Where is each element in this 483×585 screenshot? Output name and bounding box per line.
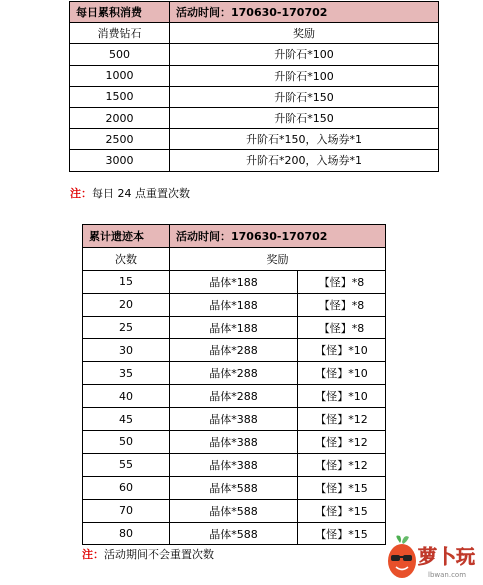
table-row — [83, 522, 386, 545]
item-reward-cell: 【怪】*12 — [298, 408, 386, 431]
reward-cell: 升阶石*100 — [170, 65, 439, 86]
item-reward-cell: 【怪】*10 — [298, 362, 386, 385]
crystal-reward-cell: 晶体*288 — [170, 385, 298, 408]
reward-cell: 升阶石*200，入场券*1 — [170, 150, 439, 171]
reward-cell: 升阶石*150，入场券*1 — [170, 129, 439, 150]
reward-cell: 升阶石*100 — [170, 44, 439, 65]
crystal-reward-cell: 晶体*188 — [170, 270, 298, 293]
table-row — [70, 129, 439, 150]
count-cell: 25 — [83, 316, 170, 339]
column-header-row — [70, 23, 439, 44]
table-row — [83, 385, 386, 408]
column-header-amount: 消费钻石 — [70, 23, 170, 44]
cumulative-ruins-table — [82, 224, 386, 545]
item-reward-cell: 【怪】*10 — [298, 339, 386, 362]
table-title: 每日累积消费 — [70, 2, 170, 23]
column-header-count: 次数 — [83, 247, 170, 270]
site-watermark-logo — [384, 534, 482, 584]
table-row — [83, 453, 386, 476]
brand-logo-text: 萝卜玩 — [418, 546, 476, 568]
spend-amount-cell: 3000 — [70, 150, 170, 171]
radish-mascot-icon — [384, 534, 482, 584]
spend-amount-cell: 500 — [70, 44, 170, 65]
table-title-row — [70, 2, 439, 23]
item-reward-cell: 【怪】*12 — [298, 453, 386, 476]
activity-period: 活动时间：170630-170702 — [170, 225, 386, 248]
count-cell: 55 — [83, 453, 170, 476]
table-row — [70, 86, 439, 107]
table-row — [83, 408, 386, 431]
note-text: 活动期间不会重置次数 — [104, 548, 214, 561]
table-row — [70, 44, 439, 65]
table-title: 累计遗迹本 — [83, 225, 170, 248]
item-reward-cell: 【怪】*15 — [298, 476, 386, 499]
spend-amount-cell: 1500 — [70, 86, 170, 107]
column-header-reward: 奖励 — [170, 247, 386, 270]
item-reward-cell: 【怪】*12 — [298, 431, 386, 454]
brand-url-text: lbwan.com — [428, 571, 467, 579]
crystal-reward-cell: 晶体*188 — [170, 293, 298, 316]
count-cell: 40 — [83, 385, 170, 408]
table-row — [83, 476, 386, 499]
table-row — [83, 499, 386, 522]
count-cell: 80 — [83, 522, 170, 545]
note-text: 每日 24 点重置次数 — [92, 187, 190, 200]
crystal-reward-cell: 晶体*388 — [170, 431, 298, 454]
note-prefix: 注： — [82, 548, 104, 561]
column-header-row — [83, 247, 386, 270]
table-row — [83, 362, 386, 385]
crystal-reward-cell: 晶体*288 — [170, 339, 298, 362]
table-row — [83, 270, 386, 293]
crystal-reward-cell: 晶体*388 — [170, 408, 298, 431]
item-reward-cell: 【怪】*8 — [298, 270, 386, 293]
crystal-reward-cell: 晶体*588 — [170, 522, 298, 545]
count-cell: 50 — [83, 431, 170, 454]
activity-period: 活动时间：170630-170702 — [170, 2, 439, 23]
reward-cell: 升阶石*150 — [170, 86, 439, 107]
table-row — [83, 316, 386, 339]
reward-cell: 升阶石*150 — [170, 107, 439, 128]
spend-amount-cell: 2000 — [70, 107, 170, 128]
item-reward-cell: 【怪】*8 — [298, 293, 386, 316]
table-row — [70, 107, 439, 128]
note-prefix: 注： — [70, 187, 92, 200]
table-row — [70, 65, 439, 86]
count-cell: 70 — [83, 499, 170, 522]
crystal-reward-cell: 晶体*588 — [170, 476, 298, 499]
table-row — [83, 339, 386, 362]
count-cell: 60 — [83, 476, 170, 499]
crystal-reward-cell: 晶体*588 — [170, 499, 298, 522]
item-reward-cell: 【怪】*10 — [298, 385, 386, 408]
item-reward-cell: 【怪】*15 — [298, 499, 386, 522]
note-reset-daily — [70, 185, 190, 201]
crystal-reward-cell: 晶体*288 — [170, 362, 298, 385]
item-reward-cell: 【怪】*8 — [298, 316, 386, 339]
count-cell: 20 — [83, 293, 170, 316]
spend-amount-cell: 2500 — [70, 129, 170, 150]
count-cell: 15 — [83, 270, 170, 293]
table-row — [83, 293, 386, 316]
item-reward-cell: 【怪】*15 — [298, 522, 386, 545]
crystal-reward-cell: 晶体*388 — [170, 453, 298, 476]
table-title-row — [83, 225, 386, 248]
count-cell: 30 — [83, 339, 170, 362]
spend-amount-cell: 1000 — [70, 65, 170, 86]
daily-spend-table — [69, 1, 439, 172]
note-no-reset — [82, 546, 214, 562]
column-header-reward: 奖励 — [170, 23, 439, 44]
count-cell: 35 — [83, 362, 170, 385]
count-cell: 45 — [83, 408, 170, 431]
crystal-reward-cell: 晶体*188 — [170, 316, 298, 339]
table-row — [70, 150, 439, 171]
table-row — [83, 431, 386, 454]
